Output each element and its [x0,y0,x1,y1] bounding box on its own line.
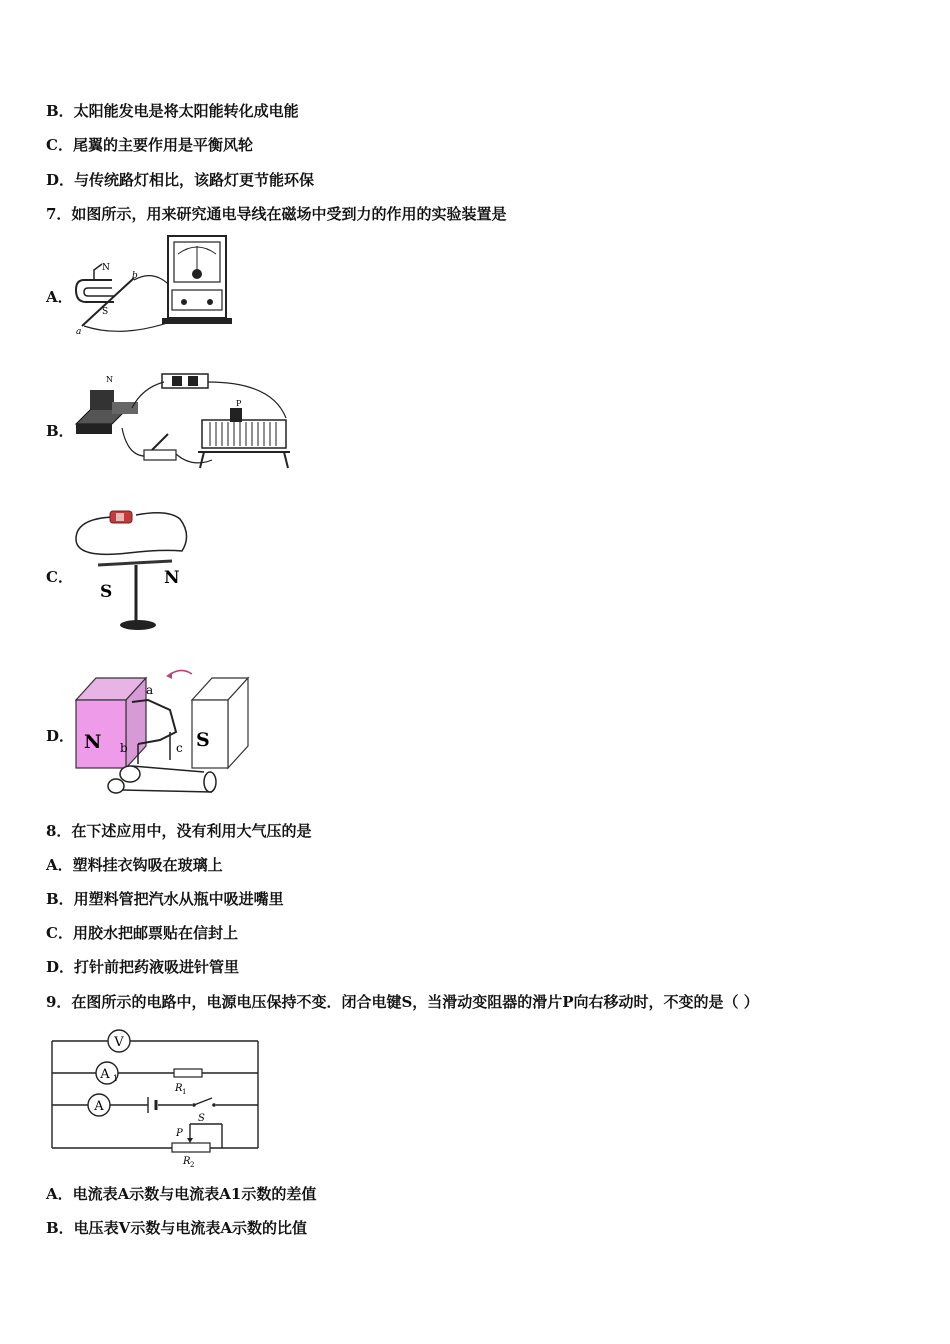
circuit-a-label: A [94,1099,104,1114]
q7-label-a: A． [46,288,73,306]
fig-a-b-label: b [132,271,138,281]
q9-option-a: A．电流表A示数与电流表A1示数的差值 [46,1185,317,1203]
q9-circuit-diagram [44,1024,266,1172]
q8-stem: 8．在下述应用中，没有利用大气压的是 [46,822,312,840]
q8-option-c: C．用胶水把邮票贴在信封上 [46,924,238,942]
fig-d-s-label: S [196,729,210,751]
circuit-r1-subscript: 1 [182,1088,187,1096]
q6-option-c: C．尾翼的主要作用是平衡风轮 [46,136,253,154]
fig-c-n-label: N [164,568,180,588]
fig-d-b-label: b [120,741,128,755]
circuit-r2-subscript: 2 [190,1161,195,1169]
q7-figure-a [72,234,232,340]
q7-figure-c [72,505,192,635]
fig-b-p-label: P [236,399,242,408]
circuit-r1-label: R [175,1083,183,1094]
circuit-r2-label: R [183,1156,191,1167]
fig-a-a-label: a [76,327,82,337]
fig-d-n-label: N [84,731,102,753]
q7-stem: 7．如图所示，用来研究通电导线在磁场中受到力的作用的实验装置是 [46,205,507,223]
q9-option-b: B．电压表V示数与电流表A示数的比值 [46,1219,307,1237]
q6-option-d: D．与传统路灯相比，该路灯更节能环保 [46,171,315,189]
q8-option-a: A．塑料挂衣钩吸在玻璃上 [46,856,223,874]
q7-figure-d [72,660,252,800]
q6-option-b: B．太阳能发电是将太阳能转化成电能 [46,102,299,120]
circuit-a1-subscript: 1 [113,1074,119,1083]
circuit-v-label: V [114,1035,124,1050]
fig-a-s-label: S [102,307,109,317]
circuit-s-label: S [198,1113,205,1124]
fig-d-c-label: c [176,741,183,755]
q9-stem: 9．在图所示的电路中，电源电压保持不变．闭合电键S，当滑动变阻器的滑片P向右移动时，不变的是（ ） [46,993,759,1011]
q7-label-c: C． [46,568,73,586]
fig-d-a-label: a [146,683,154,697]
q8-option-b: B．用塑料管把汽水从瓶中吸进嘴里 [46,890,284,908]
circuit-p-label: P [176,1128,183,1139]
fig-a-n-label: N [102,263,110,273]
circuit-a1-label: A [100,1067,110,1082]
fig-c-s-label: S [100,582,113,602]
q7-label-d: D． [46,727,75,745]
fig-b-n-label: N [106,375,113,384]
q7-label-b: B． [46,422,74,440]
q8-option-d: D．打针前把药液吸进针管里 [46,958,240,976]
q7-figure-b [72,368,292,472]
